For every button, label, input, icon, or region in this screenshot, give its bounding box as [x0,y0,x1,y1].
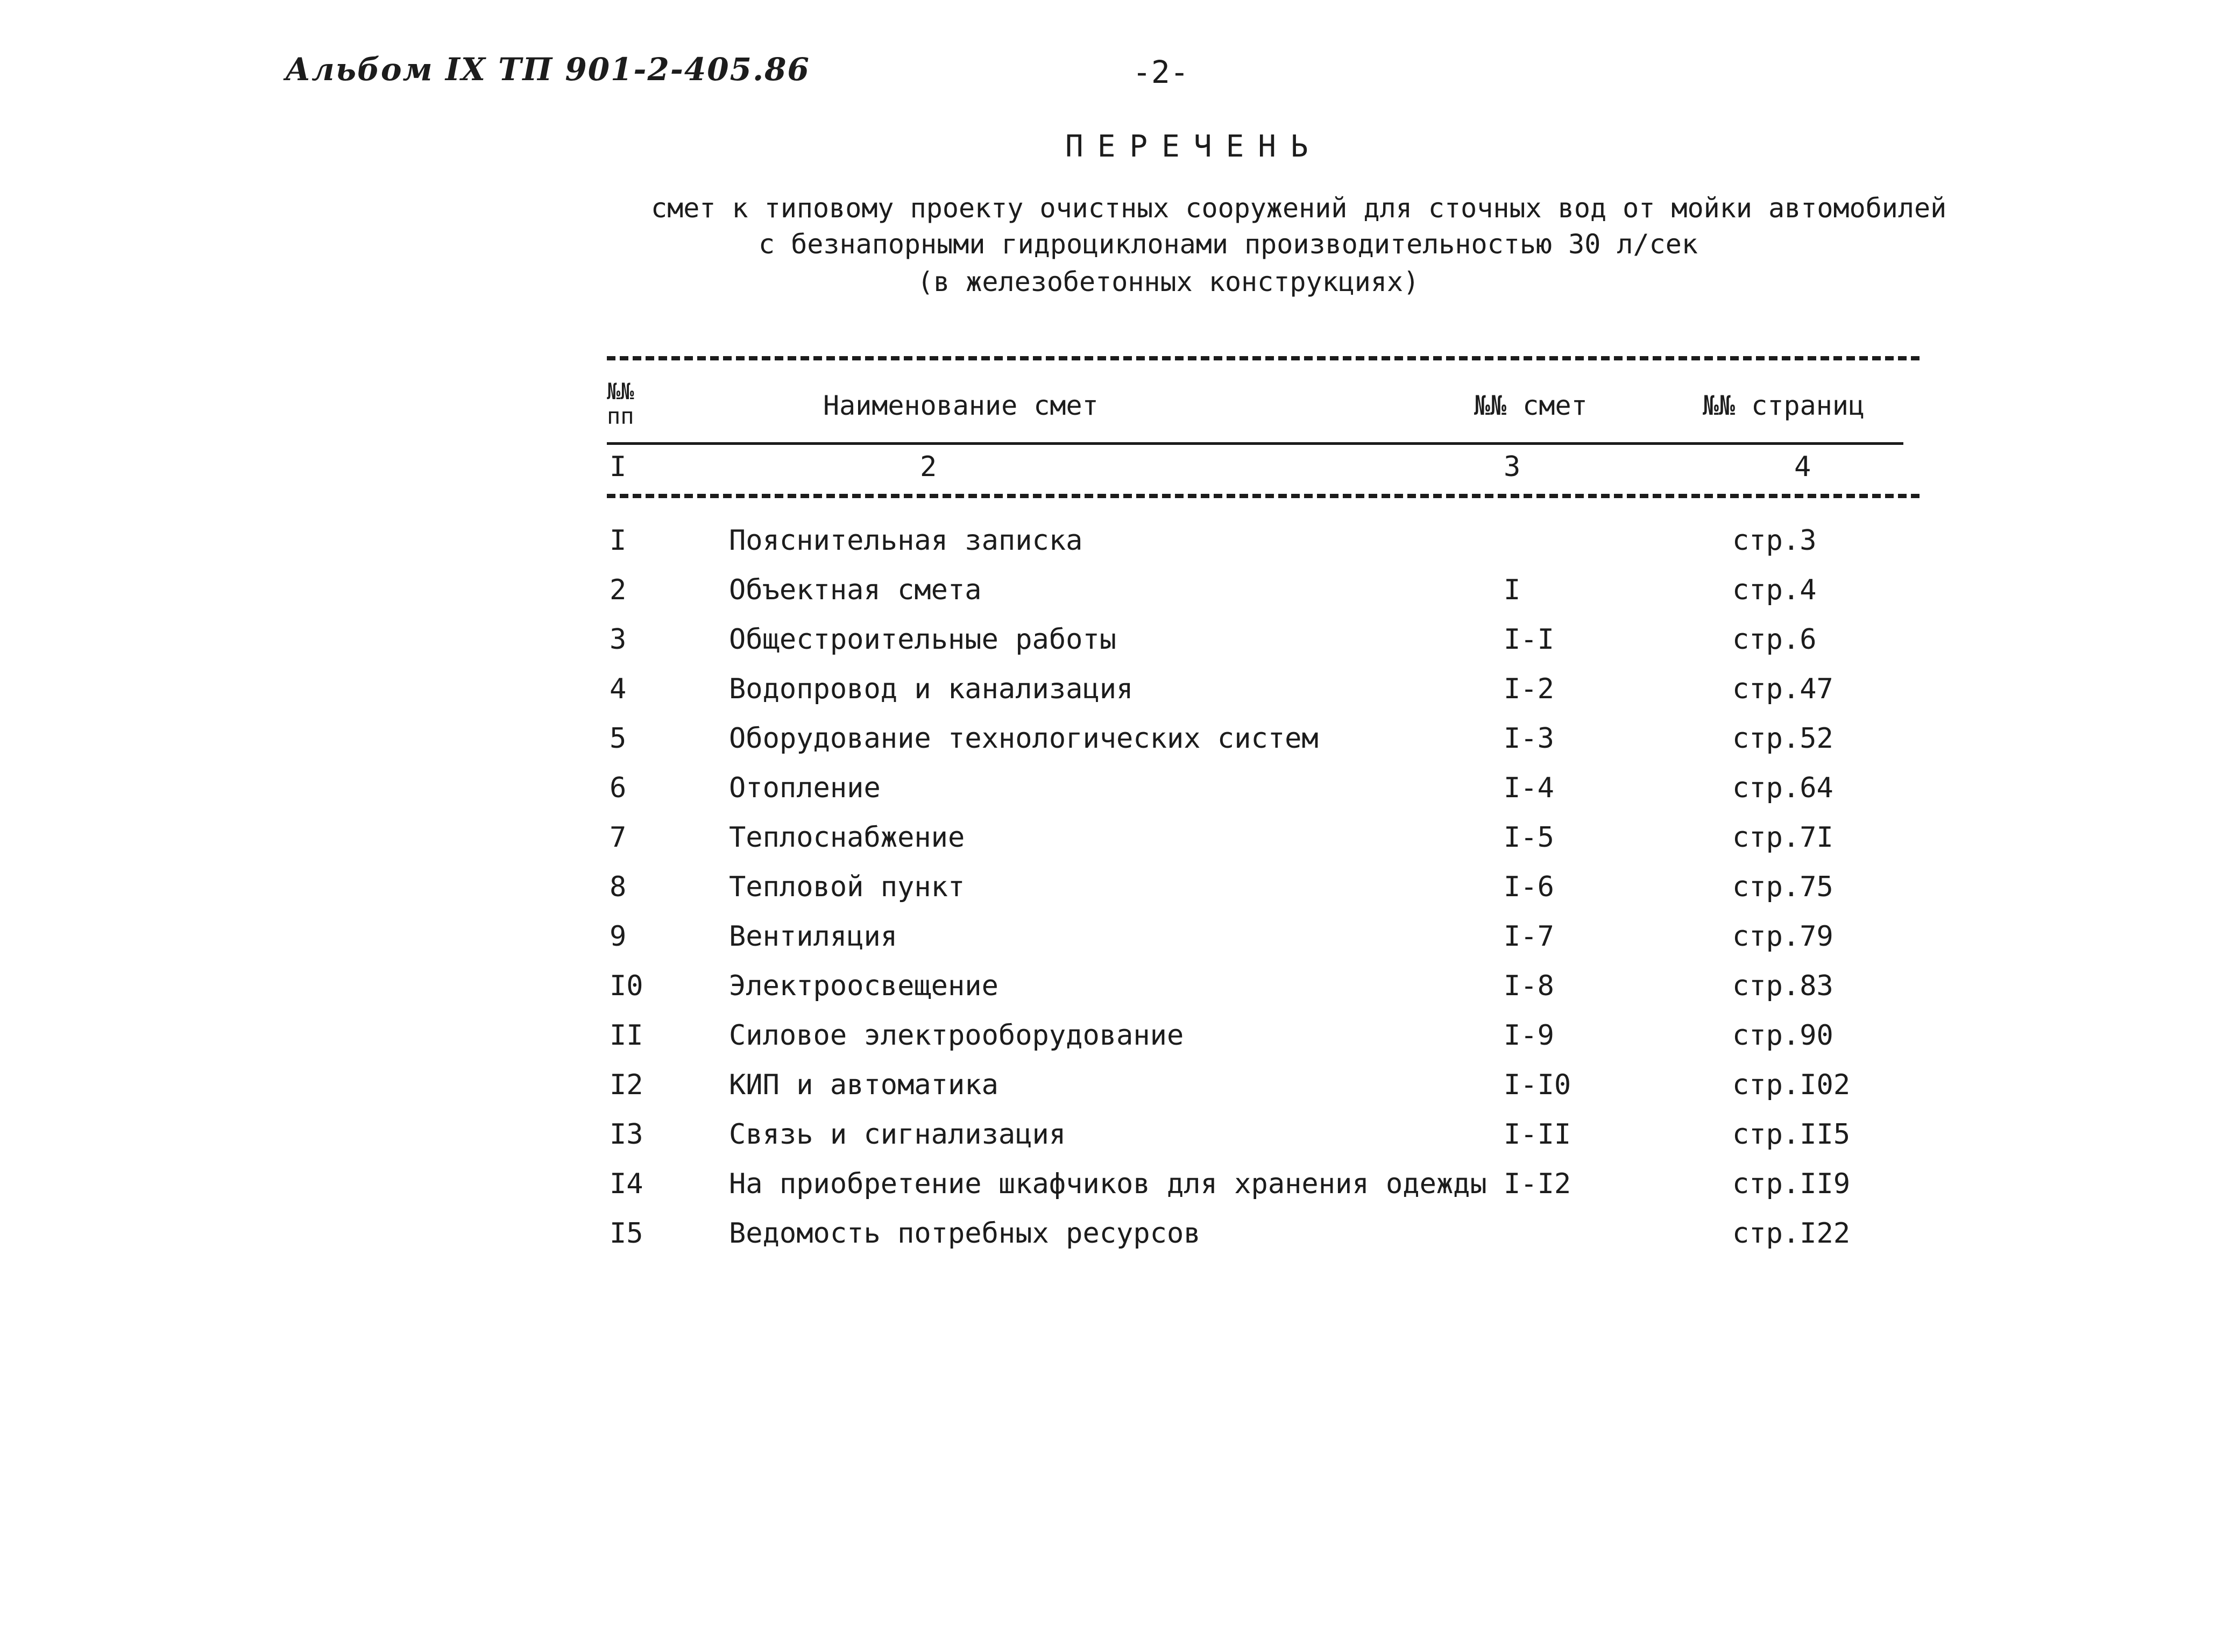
row-name: На приобретение шкафчиков для хранения одежды [729,1168,1487,1200]
row-name: Теплоснабжение [729,821,965,854]
page-number: -2- [1132,54,1189,90]
row-name: КИП и автоматика [729,1069,998,1101]
header-num-line-2: пп [607,403,634,429]
row-number: 8 [610,871,627,903]
row-number: 5 [610,722,627,755]
row-number: 9 [610,920,627,953]
table-header-bottom-rule [607,494,1920,498]
row-number: 6 [610,772,627,804]
row-estimate: I-6 [1504,871,1554,903]
row-page: стр.4 [1732,574,1817,606]
header-estimate-no: №№ смет [1474,390,1588,421]
row-estimate: I-3 [1504,722,1554,755]
row-name: Вентиляция [729,920,898,953]
row-estimate: I-II [1504,1118,1571,1151]
subtitle-line-1: смет к типовому проекту очистных сооружений для сточных вод от мойки автомобилей [651,193,1947,224]
row-number: I2 [610,1069,643,1101]
row-estimate: I-5 [1504,821,1554,854]
row-name: Ведомость потребных ресурсов [729,1217,1201,1250]
row-page: стр.I02 [1732,1069,1851,1101]
column-number-2: 2 [920,451,937,483]
row-page: стр.64 [1732,772,1833,804]
row-page: стр.I22 [1732,1217,1851,1250]
row-number: I5 [610,1217,643,1250]
row-page: стр.6 [1732,623,1817,656]
column-number-1: I [610,451,627,483]
row-name: Тепловой пункт [729,871,965,903]
row-estimate: I-9 [1504,1019,1554,1052]
row-name: Оборудование технологических систем [729,722,1319,755]
header-num-line-1: №№ [607,378,634,405]
row-page: стр.90 [1732,1019,1833,1052]
row-number: 3 [610,623,627,656]
row-name: Отопление [729,772,881,804]
header-name: Наименование смет [823,390,1099,421]
row-name: Связь и сигнализация [729,1118,1066,1151]
row-estimate: I-I2 [1504,1168,1571,1200]
row-number: 2 [610,574,627,606]
table-top-rule [607,356,1920,360]
row-name: Общестроительные работы [729,623,1117,656]
row-page: стр.79 [1732,920,1833,953]
row-number: I4 [610,1168,643,1200]
row-page: стр.II9 [1732,1168,1851,1200]
row-number: 7 [610,821,627,854]
row-estimate: I-4 [1504,772,1554,804]
row-name: Пояснительная записка [729,524,1083,557]
row-page: стр.7I [1732,821,1833,854]
row-name: Водопровод и канализация [729,673,1134,705]
header-divider [607,442,1903,445]
row-estimate: I-I [1504,623,1554,656]
row-page: стр.75 [1732,871,1833,903]
row-page: стр.47 [1732,673,1833,705]
row-number: I3 [610,1118,643,1151]
header-num [607,379,634,429]
row-estimate: I-7 [1504,920,1554,953]
row-estimate: I-8 [1504,970,1554,1002]
column-number-4: 4 [1794,451,1811,483]
row-number: I0 [610,970,643,1002]
row-number: 4 [610,673,627,705]
row-estimate: I-2 [1504,673,1554,705]
header-pages: №№ страниц [1703,390,1865,421]
column-number-3: 3 [1504,451,1521,483]
row-name: Силовое электрооборудование [729,1019,1184,1052]
subtitle-line-3: (в железобетонных конструкциях) [917,266,1420,297]
album-reference: Альбом IX ТП 901-2-405.86 [285,51,810,88]
row-name: Объектная смета [729,574,982,606]
row-estimate: I [1504,574,1521,606]
row-page: стр.3 [1732,524,1817,557]
subtitle-line-2: с безнапорными гидроциклонами производительностью 30 л/сек [759,229,1698,260]
row-number: I [610,524,627,557]
row-estimate: I-I0 [1504,1069,1571,1101]
row-name: Электроосвещение [729,970,998,1002]
row-page: стр.52 [1732,722,1833,755]
row-page: стр.83 [1732,970,1833,1002]
document-title: ПЕРЕЧЕНЬ [1065,129,1322,164]
row-number: II [610,1019,643,1052]
row-page: стр.II5 [1732,1118,1851,1151]
